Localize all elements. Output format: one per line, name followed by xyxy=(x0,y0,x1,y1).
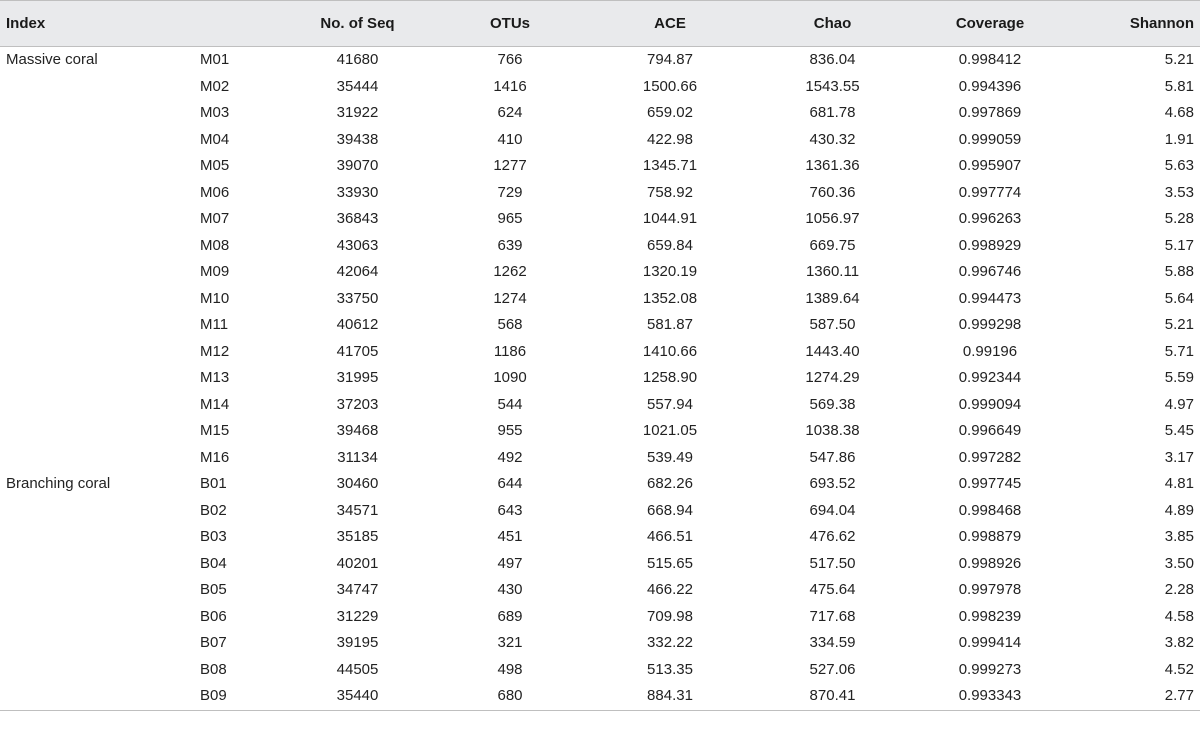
cell-no-of-seq: 40201 xyxy=(336,554,379,572)
cell-chao: 870.41 xyxy=(809,687,856,704)
cell-no-of-seq: 33750 xyxy=(336,289,379,307)
cell-sample: M14 xyxy=(200,395,230,413)
cell-coverage: 0.999273 xyxy=(958,660,1022,678)
cell-chao: 1389.64 xyxy=(805,289,860,307)
cell-sample: M12 xyxy=(200,342,230,360)
cell-shannon: 4.81 xyxy=(1164,475,1194,492)
cell-ace: 515.65 xyxy=(647,554,693,572)
cell-ace: 668.94 xyxy=(647,501,693,519)
cell-chao: 1543.55 xyxy=(805,77,860,95)
cell-otus: 643 xyxy=(497,501,523,519)
cell-shannon: 5.88 xyxy=(1164,263,1194,280)
table-row xyxy=(0,206,1200,233)
cell-shannon: 5.59 xyxy=(1164,369,1194,386)
cell-coverage: 0.99196 xyxy=(962,342,1018,360)
cell-coverage: 0.994396 xyxy=(958,77,1022,95)
header-otus: OTUs xyxy=(489,15,530,32)
cell-chao: 694.04 xyxy=(809,501,856,519)
cell-coverage: 0.997978 xyxy=(958,581,1022,598)
cell-no-of-seq: 35440 xyxy=(336,687,379,704)
cell-no-of-seq: 31922 xyxy=(336,104,379,121)
cell-group xyxy=(0,339,200,366)
table-row xyxy=(0,471,1200,498)
cell-otus: 1090 xyxy=(493,369,527,386)
cell-chao: 475.64 xyxy=(809,581,856,598)
cell-shannon: 5.71 xyxy=(1164,342,1194,360)
header-index: Index xyxy=(6,15,46,32)
cell-no-of-seq: 40612 xyxy=(336,316,379,333)
cell-ace: 1500.66 xyxy=(642,77,698,95)
table-row xyxy=(0,418,1200,445)
cell-chao: 1038.38 xyxy=(805,422,860,439)
cell-sample: M07 xyxy=(200,210,230,227)
cell-coverage: 0.997282 xyxy=(958,448,1022,466)
table-body xyxy=(0,47,1200,711)
cell-sample: M15 xyxy=(200,422,230,439)
cell-group xyxy=(0,657,200,684)
cell-chao: 334.59 xyxy=(809,634,856,651)
table-row xyxy=(0,259,1200,286)
cell-no-of-seq: 39070 xyxy=(336,157,379,174)
cell-ace: 1044.91 xyxy=(642,210,698,227)
header-ace: ACE xyxy=(654,15,686,32)
cell-group xyxy=(0,180,200,207)
cell-otus: 498 xyxy=(497,660,523,678)
cell-otus: 680 xyxy=(497,687,523,704)
cell-ace: 422.98 xyxy=(647,130,693,148)
table-row xyxy=(0,683,1200,710)
header-no-of-seq: No. of Seq xyxy=(320,15,395,32)
cell-otus: 497 xyxy=(497,554,523,572)
cell-group xyxy=(0,153,200,180)
cell-shannon: 5.45 xyxy=(1164,422,1194,439)
cell-ace: 513.35 xyxy=(647,660,693,678)
cell-group xyxy=(0,524,200,551)
cell-otus: 568 xyxy=(497,316,523,333)
cell-otus: 965 xyxy=(497,210,523,227)
cell-ace: 466.22 xyxy=(647,581,693,598)
cell-shannon: 4.52 xyxy=(1164,660,1194,678)
cell-coverage: 0.996746 xyxy=(958,263,1022,280)
cell-sample: M09 xyxy=(200,263,230,280)
cell-no-of-seq: 31995 xyxy=(336,369,379,386)
cell-otus: 644 xyxy=(497,475,523,492)
table-row xyxy=(0,286,1200,313)
cell-shannon: 5.21 xyxy=(1164,316,1194,333)
header-row xyxy=(0,1,1200,47)
cell-shannon: 5.64 xyxy=(1164,289,1194,307)
cell-otus: 451 xyxy=(497,528,523,545)
cell-ace: 1352.08 xyxy=(642,289,698,307)
cell-no-of-seq: 31229 xyxy=(336,607,379,625)
table-row xyxy=(0,657,1200,684)
cell-otus: 1416 xyxy=(493,77,527,95)
cell-ace: 1021.05 xyxy=(642,422,698,439)
cell-ace: 884.31 xyxy=(647,687,693,704)
table-row xyxy=(0,339,1200,366)
table-row xyxy=(0,445,1200,472)
table-row xyxy=(0,74,1200,101)
cell-shannon: 4.58 xyxy=(1164,607,1194,625)
table-row xyxy=(0,312,1200,339)
cell-no-of-seq: 44505 xyxy=(336,660,379,678)
cell-chao: 430.32 xyxy=(809,130,856,148)
cell-shannon: 5.28 xyxy=(1164,210,1194,227)
table-row xyxy=(0,127,1200,154)
cell-group xyxy=(0,683,200,710)
cell-sample: M16 xyxy=(200,448,230,466)
cell-chao: 1361.36 xyxy=(805,157,860,174)
cell-ace: 332.22 xyxy=(647,634,693,651)
cell-sample: M04 xyxy=(200,130,230,148)
cell-otus: 729 xyxy=(497,183,523,201)
cell-no-of-seq: 41705 xyxy=(336,342,379,360)
cell-shannon: 5.63 xyxy=(1164,157,1194,174)
cell-chao: 1443.40 xyxy=(805,342,860,360)
cell-otus: 544 xyxy=(497,395,523,413)
cell-no-of-seq: 39195 xyxy=(336,634,379,651)
table-row xyxy=(0,524,1200,551)
cell-ace: 659.02 xyxy=(647,104,693,121)
cell-ace: 1258.90 xyxy=(642,369,698,386)
cell-sample: B02 xyxy=(200,501,227,519)
table-row xyxy=(0,604,1200,631)
cell-no-of-seq: 35444 xyxy=(336,77,379,95)
cell-group xyxy=(0,233,200,260)
cell-ace: 682.26 xyxy=(647,475,693,492)
header-sample xyxy=(200,1,280,47)
cell-otus: 624 xyxy=(497,104,523,121)
cell-group xyxy=(0,630,200,657)
cell-ace: 1410.66 xyxy=(642,342,698,360)
cell-shannon: 5.81 xyxy=(1164,77,1194,95)
table-row xyxy=(0,47,1200,74)
cell-no-of-seq: 39438 xyxy=(336,130,379,148)
cell-coverage: 0.998468 xyxy=(958,501,1022,519)
cell-otus: 1262 xyxy=(493,263,527,280)
cell-ace: 758.92 xyxy=(647,183,693,201)
cell-group xyxy=(0,604,200,631)
cell-coverage: 0.998926 xyxy=(958,554,1022,572)
cell-no-of-seq: 39468 xyxy=(336,422,379,439)
cell-otus: 1186 xyxy=(493,342,527,360)
cell-ace: 709.98 xyxy=(647,607,693,625)
cell-group xyxy=(0,259,200,286)
cell-no-of-seq: 34571 xyxy=(336,501,379,519)
cell-group xyxy=(0,286,200,313)
cell-no-of-seq: 35185 xyxy=(336,528,379,545)
cell-no-of-seq: 41680 xyxy=(336,51,379,68)
cell-ace: 466.51 xyxy=(647,528,693,545)
cell-coverage: 0.998412 xyxy=(958,51,1022,68)
cell-shannon: 3.17 xyxy=(1164,448,1194,466)
cell-shannon: 4.89 xyxy=(1164,501,1194,519)
cell-otus: 639 xyxy=(497,236,523,254)
cell-coverage: 0.995907 xyxy=(958,157,1022,174)
cell-chao: 717.68 xyxy=(809,607,856,625)
cell-coverage: 0.993343 xyxy=(958,687,1022,704)
table-row xyxy=(0,365,1200,392)
cell-otus: 689 xyxy=(497,607,523,625)
cell-coverage: 0.997869 xyxy=(958,104,1022,121)
cell-group xyxy=(0,74,200,101)
cell-no-of-seq: 43063 xyxy=(336,236,379,254)
cell-coverage: 0.999414 xyxy=(958,634,1022,651)
cell-chao: 1056.97 xyxy=(805,210,860,227)
cell-shannon: 2.28 xyxy=(1164,581,1194,598)
cell-sample: B01 xyxy=(200,475,227,492)
table-row xyxy=(0,551,1200,578)
cell-ace: 794.87 xyxy=(647,51,693,68)
cell-sample: M10 xyxy=(200,289,230,307)
cell-coverage: 0.996263 xyxy=(958,210,1022,227)
cell-no-of-seq: 31134 xyxy=(337,448,378,466)
cell-otus: 410 xyxy=(497,130,523,148)
cell-no-of-seq: 33930 xyxy=(336,183,379,201)
cell-sample: B04 xyxy=(200,554,227,572)
table-row xyxy=(0,153,1200,180)
cell-coverage: 0.999298 xyxy=(958,316,1022,333)
cell-group: Branching coral xyxy=(6,475,111,492)
cell-ace: 659.84 xyxy=(647,236,693,254)
cell-coverage: 0.997745 xyxy=(958,475,1022,492)
cell-shannon: 3.53 xyxy=(1164,183,1194,201)
table-row xyxy=(0,392,1200,419)
cell-no-of-seq: 37203 xyxy=(336,395,379,413)
cell-otus: 492 xyxy=(497,448,523,466)
cell-coverage: 0.998879 xyxy=(958,528,1022,545)
cell-coverage: 0.996649 xyxy=(958,422,1022,439)
cell-chao: 547.86 xyxy=(809,448,856,466)
cell-otus: 321 xyxy=(497,634,523,651)
cell-otus: 1274 xyxy=(493,289,527,307)
cell-otus: 430 xyxy=(497,581,523,598)
cell-chao: 760.36 xyxy=(809,183,856,201)
cell-shannon: 4.68 xyxy=(1164,104,1194,121)
cell-no-of-seq: 42064 xyxy=(336,263,379,280)
header-shannon: Shannon xyxy=(1129,15,1194,32)
cell-chao: 836.04 xyxy=(809,51,856,68)
cell-ace: 1320.19 xyxy=(642,263,698,280)
cell-group xyxy=(0,577,200,604)
cell-coverage: 0.998239 xyxy=(958,607,1022,625)
cell-sample: M13 xyxy=(200,369,230,386)
cell-sample: B03 xyxy=(200,528,227,545)
cell-no-of-seq: 36843 xyxy=(336,210,379,227)
cell-group xyxy=(0,127,200,154)
cell-sample: B05 xyxy=(200,581,227,598)
cell-sample: M08 xyxy=(200,236,230,254)
cell-ace: 1345.71 xyxy=(642,157,698,174)
header-chao: Chao xyxy=(813,15,852,32)
cell-no-of-seq: 30460 xyxy=(336,475,379,492)
cell-group xyxy=(0,418,200,445)
cell-shannon: 4.97 xyxy=(1164,395,1194,413)
cell-chao: 669.75 xyxy=(809,236,856,254)
cell-otus: 955 xyxy=(497,422,523,439)
cell-group xyxy=(0,100,200,127)
table-row xyxy=(0,630,1200,657)
cell-chao: 587.50 xyxy=(809,316,856,333)
cell-shannon: 3.82 xyxy=(1164,634,1194,651)
cell-chao: 527.06 xyxy=(809,660,856,678)
table-row xyxy=(0,498,1200,525)
cell-chao: 693.52 xyxy=(809,475,856,492)
cell-group: Massive coral xyxy=(6,51,98,68)
cell-group xyxy=(0,498,200,525)
cell-ace: 557.94 xyxy=(647,395,693,413)
table-row xyxy=(0,577,1200,604)
cell-sample: M06 xyxy=(200,183,230,201)
cell-coverage: 0.998929 xyxy=(958,236,1022,254)
cell-shannon: 3.85 xyxy=(1164,528,1194,545)
table-row xyxy=(0,233,1200,260)
cell-group xyxy=(0,551,200,578)
cell-sample: M03 xyxy=(200,104,230,121)
cell-group xyxy=(0,365,200,392)
cell-chao: 569.38 xyxy=(809,395,856,413)
cell-sample: M02 xyxy=(200,77,230,95)
cell-chao: 1274.29 xyxy=(805,369,860,386)
cell-shannon: 2.77 xyxy=(1164,687,1194,704)
cell-shannon: 5.17 xyxy=(1164,236,1194,254)
cell-sample: M11 xyxy=(200,316,229,333)
cell-group xyxy=(0,312,200,339)
header-coverage: Coverage xyxy=(955,15,1025,32)
cell-ace: 581.87 xyxy=(647,316,693,333)
cell-coverage: 0.992344 xyxy=(958,369,1022,386)
cell-coverage: 0.994473 xyxy=(958,289,1022,307)
cell-sample: B06 xyxy=(200,607,227,625)
cell-shannon: 1.91 xyxy=(1164,130,1194,148)
cell-chao: 1360.11 xyxy=(805,263,860,280)
cell-sample: B07 xyxy=(200,634,227,651)
cell-shannon: 5.21 xyxy=(1164,51,1194,68)
cell-sample: M05 xyxy=(200,157,230,174)
cell-group xyxy=(0,206,200,233)
cell-coverage: 0.999094 xyxy=(958,395,1022,413)
cell-chao: 517.50 xyxy=(809,554,856,572)
table-row xyxy=(0,100,1200,127)
cell-coverage: 0.997774 xyxy=(958,183,1022,201)
cell-group xyxy=(0,445,200,472)
cell-no-of-seq: 34747 xyxy=(336,581,379,598)
cell-group xyxy=(0,392,200,419)
cell-chao: 476.62 xyxy=(809,528,856,545)
cell-coverage: 0.999059 xyxy=(958,130,1022,148)
cell-sample: B09 xyxy=(200,687,227,704)
cell-otus: 766 xyxy=(497,51,523,68)
cell-shannon: 3.50 xyxy=(1164,554,1194,572)
cell-sample: M01 xyxy=(200,51,230,68)
cell-sample: B08 xyxy=(200,660,227,678)
table-row xyxy=(0,180,1200,207)
cell-otus: 1277 xyxy=(493,157,527,174)
cell-chao: 681.78 xyxy=(809,104,856,121)
cell-ace: 539.49 xyxy=(647,448,693,466)
